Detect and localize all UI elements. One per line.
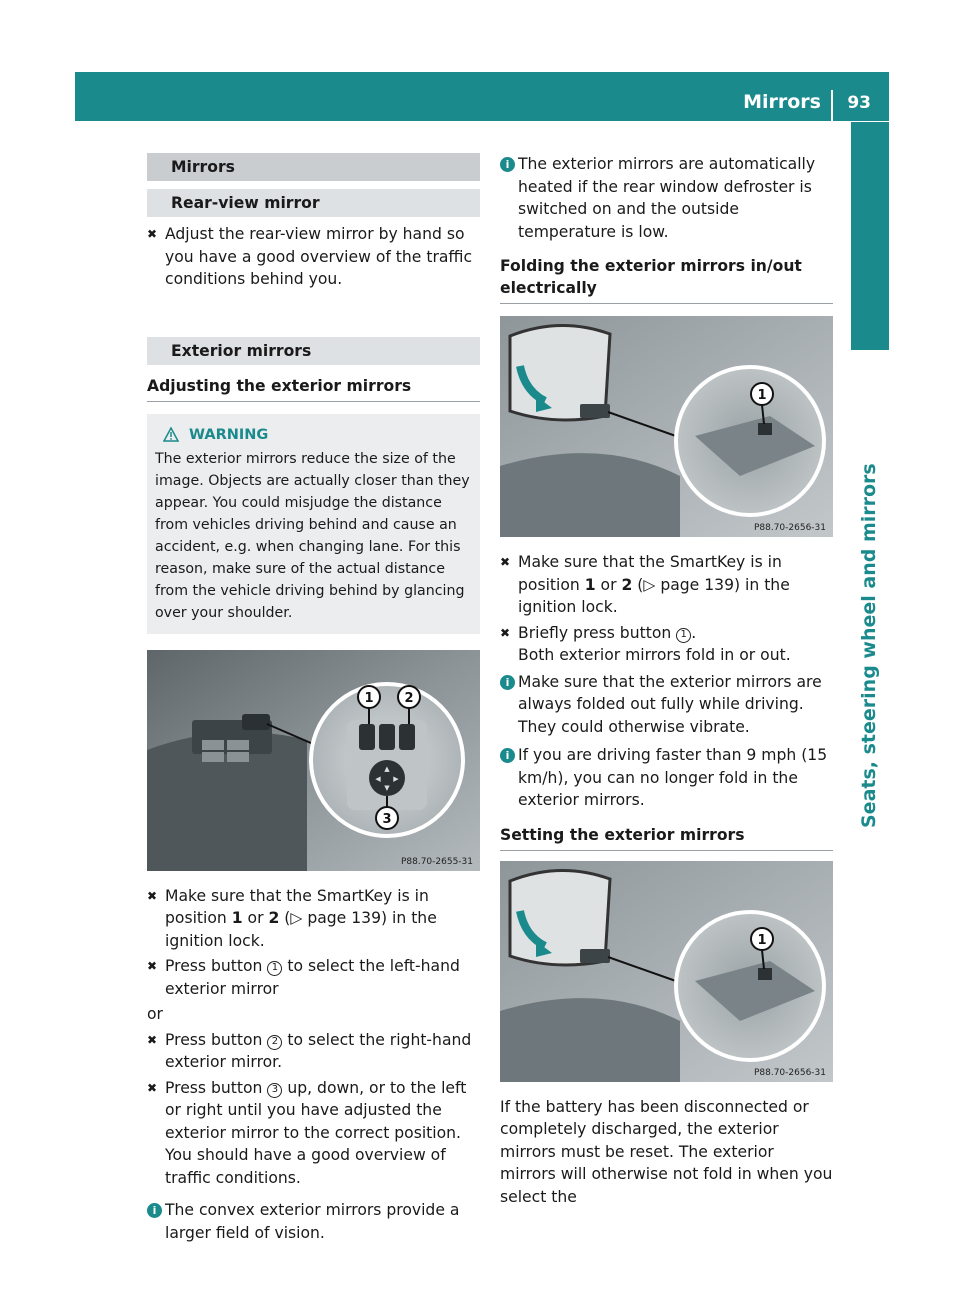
svg-text:▶: ▶ (393, 774, 399, 783)
or-text: or (147, 1005, 163, 1023)
warning-text: The exterior mirrors reduce the size of the image. Objects are actually closer than they appear. You could misjudge the distance from vehicles driving behind and cause an accident, e.g. when changing lane. For this reason, make sure of the actual distance from the vehicle driving behind by glancing over your shoulder. (155, 450, 470, 621)
warning-label: WARNING (189, 426, 269, 443)
step-result: Both exterior mirrors fold in or out. (518, 646, 791, 664)
photo-callout-1: 1 (364, 690, 374, 706)
step-rear-view-adjust: ✖ Adjust the rear-view mirror by hand so you have a good overview of the traffic conditions behind you. (147, 225, 473, 288)
subsection-title-rear-view: Rear-view mirror (147, 189, 480, 217)
step-arrow-icon: ✖ (147, 888, 158, 903)
step-arrow-icon: ✖ (500, 625, 511, 640)
photo-folding-switch (500, 316, 833, 537)
warning-box (147, 414, 480, 634)
info-heated-mirrors: i The exterior mirrors are automatically heated if the rear window defroster is switched on and the outside temperature is low. (500, 153, 833, 243)
photo-callout-1: 1 (757, 932, 767, 948)
left-column (147, 153, 480, 1244)
header-bar (75, 72, 889, 121)
reset-paragraph: If the battery has been disconnected or completely discharged, the exterior mirrors must be reset. The exterior mirrors will otherwise not fold in when you select the (500, 1097, 833, 1206)
callout-number: 1 (676, 628, 691, 643)
step-arrow-icon: ✖ (147, 1032, 158, 1047)
svg-text:▲: ▲ (384, 764, 390, 773)
warning-header (155, 424, 472, 446)
photo-code: P88.70-2656-31 (753, 1067, 826, 1078)
section-title-mirrors: Mirrors (147, 153, 480, 181)
photo-setting-switch (500, 861, 833, 1082)
callout-number: 2 (267, 1035, 282, 1050)
side-tab (851, 122, 889, 350)
subhead-folding: Folding the exterior mirrors in/out electrically (500, 255, 833, 304)
svg-text:▼: ▼ (384, 783, 390, 792)
step-smartkey-position: ✖ Make sure that the SmartKey is in position 1 or 2 (▷ page 139) in the ignition lock. (147, 886, 437, 950)
step-press-button-1: ✖ Press button 1 to select the left-hand exterior mirror (147, 957, 460, 998)
photo-callout-2: 2 (404, 690, 414, 706)
step-smartkey-position: ✖ Make sure that the SmartKey is in position 1 or 2 (▷ page 139) in the ignition lock. (500, 553, 790, 616)
step-arrow-icon: ✖ (147, 1080, 158, 1095)
step-press-button-2: ✖ Press button 2 to select the right-hand exterior mirror. (147, 1030, 472, 1071)
subhead-setting: Setting the exterior mirrors (500, 824, 833, 851)
info-icon: i (500, 748, 515, 763)
info-icon: i (500, 157, 515, 172)
info-speed-limit: i If you are driving faster than 9 mph (15 km/h), you can no longer fold in the exterior mirrors. (500, 744, 833, 812)
svg-text:◀: ◀ (375, 774, 381, 783)
callout-number: 1 (267, 961, 282, 976)
photo-callout-3: 3 (382, 811, 392, 827)
info-icon: i (500, 675, 515, 690)
info-convex-mirrors: i The convex exterior mirrors provide a larger field of vision. (147, 1199, 480, 1244)
step-arrow-icon: ✖ (147, 227, 158, 241)
callout-number: 3 (267, 1083, 282, 1098)
page-number: 93 (847, 93, 871, 113)
info-folded-out: i Make sure that the exterior mirrors are always folded out fully while driving. They could otherwise vibrate. (500, 671, 833, 739)
header-title: Mirrors (743, 91, 821, 113)
step-arrow-icon: ✖ (147, 959, 158, 973)
step-press-button-3: ✖ Press button 3 up, down, or to the left or right until you have adjusted the exterior mirror to the correct position. You should have a good overview of traffic conditions. (147, 1078, 467, 1187)
info-icon: i (147, 1203, 162, 1218)
subhead-adjusting: Adjusting the exterior mirrors (147, 375, 480, 402)
step-arrow-icon: ✖ (500, 555, 511, 569)
header-separator (831, 90, 833, 121)
photo-code: P88.70-2655-31 (400, 856, 473, 867)
right-column (500, 153, 833, 1208)
warning-triangle-icon (163, 427, 179, 442)
side-tab-label: Seats, steering wheel and mirrors (858, 463, 880, 828)
photo-code: P88.70-2656-31 (753, 523, 826, 533)
subsection-title-exterior: Exterior mirrors (147, 337, 480, 365)
photo-callout-1: 1 (757, 388, 767, 403)
photo-door-switch-panel (147, 650, 480, 871)
step-briefly-press-button: ✖ Briefly press button 1 . Both exterior mirrors fold in or out. (500, 623, 791, 664)
